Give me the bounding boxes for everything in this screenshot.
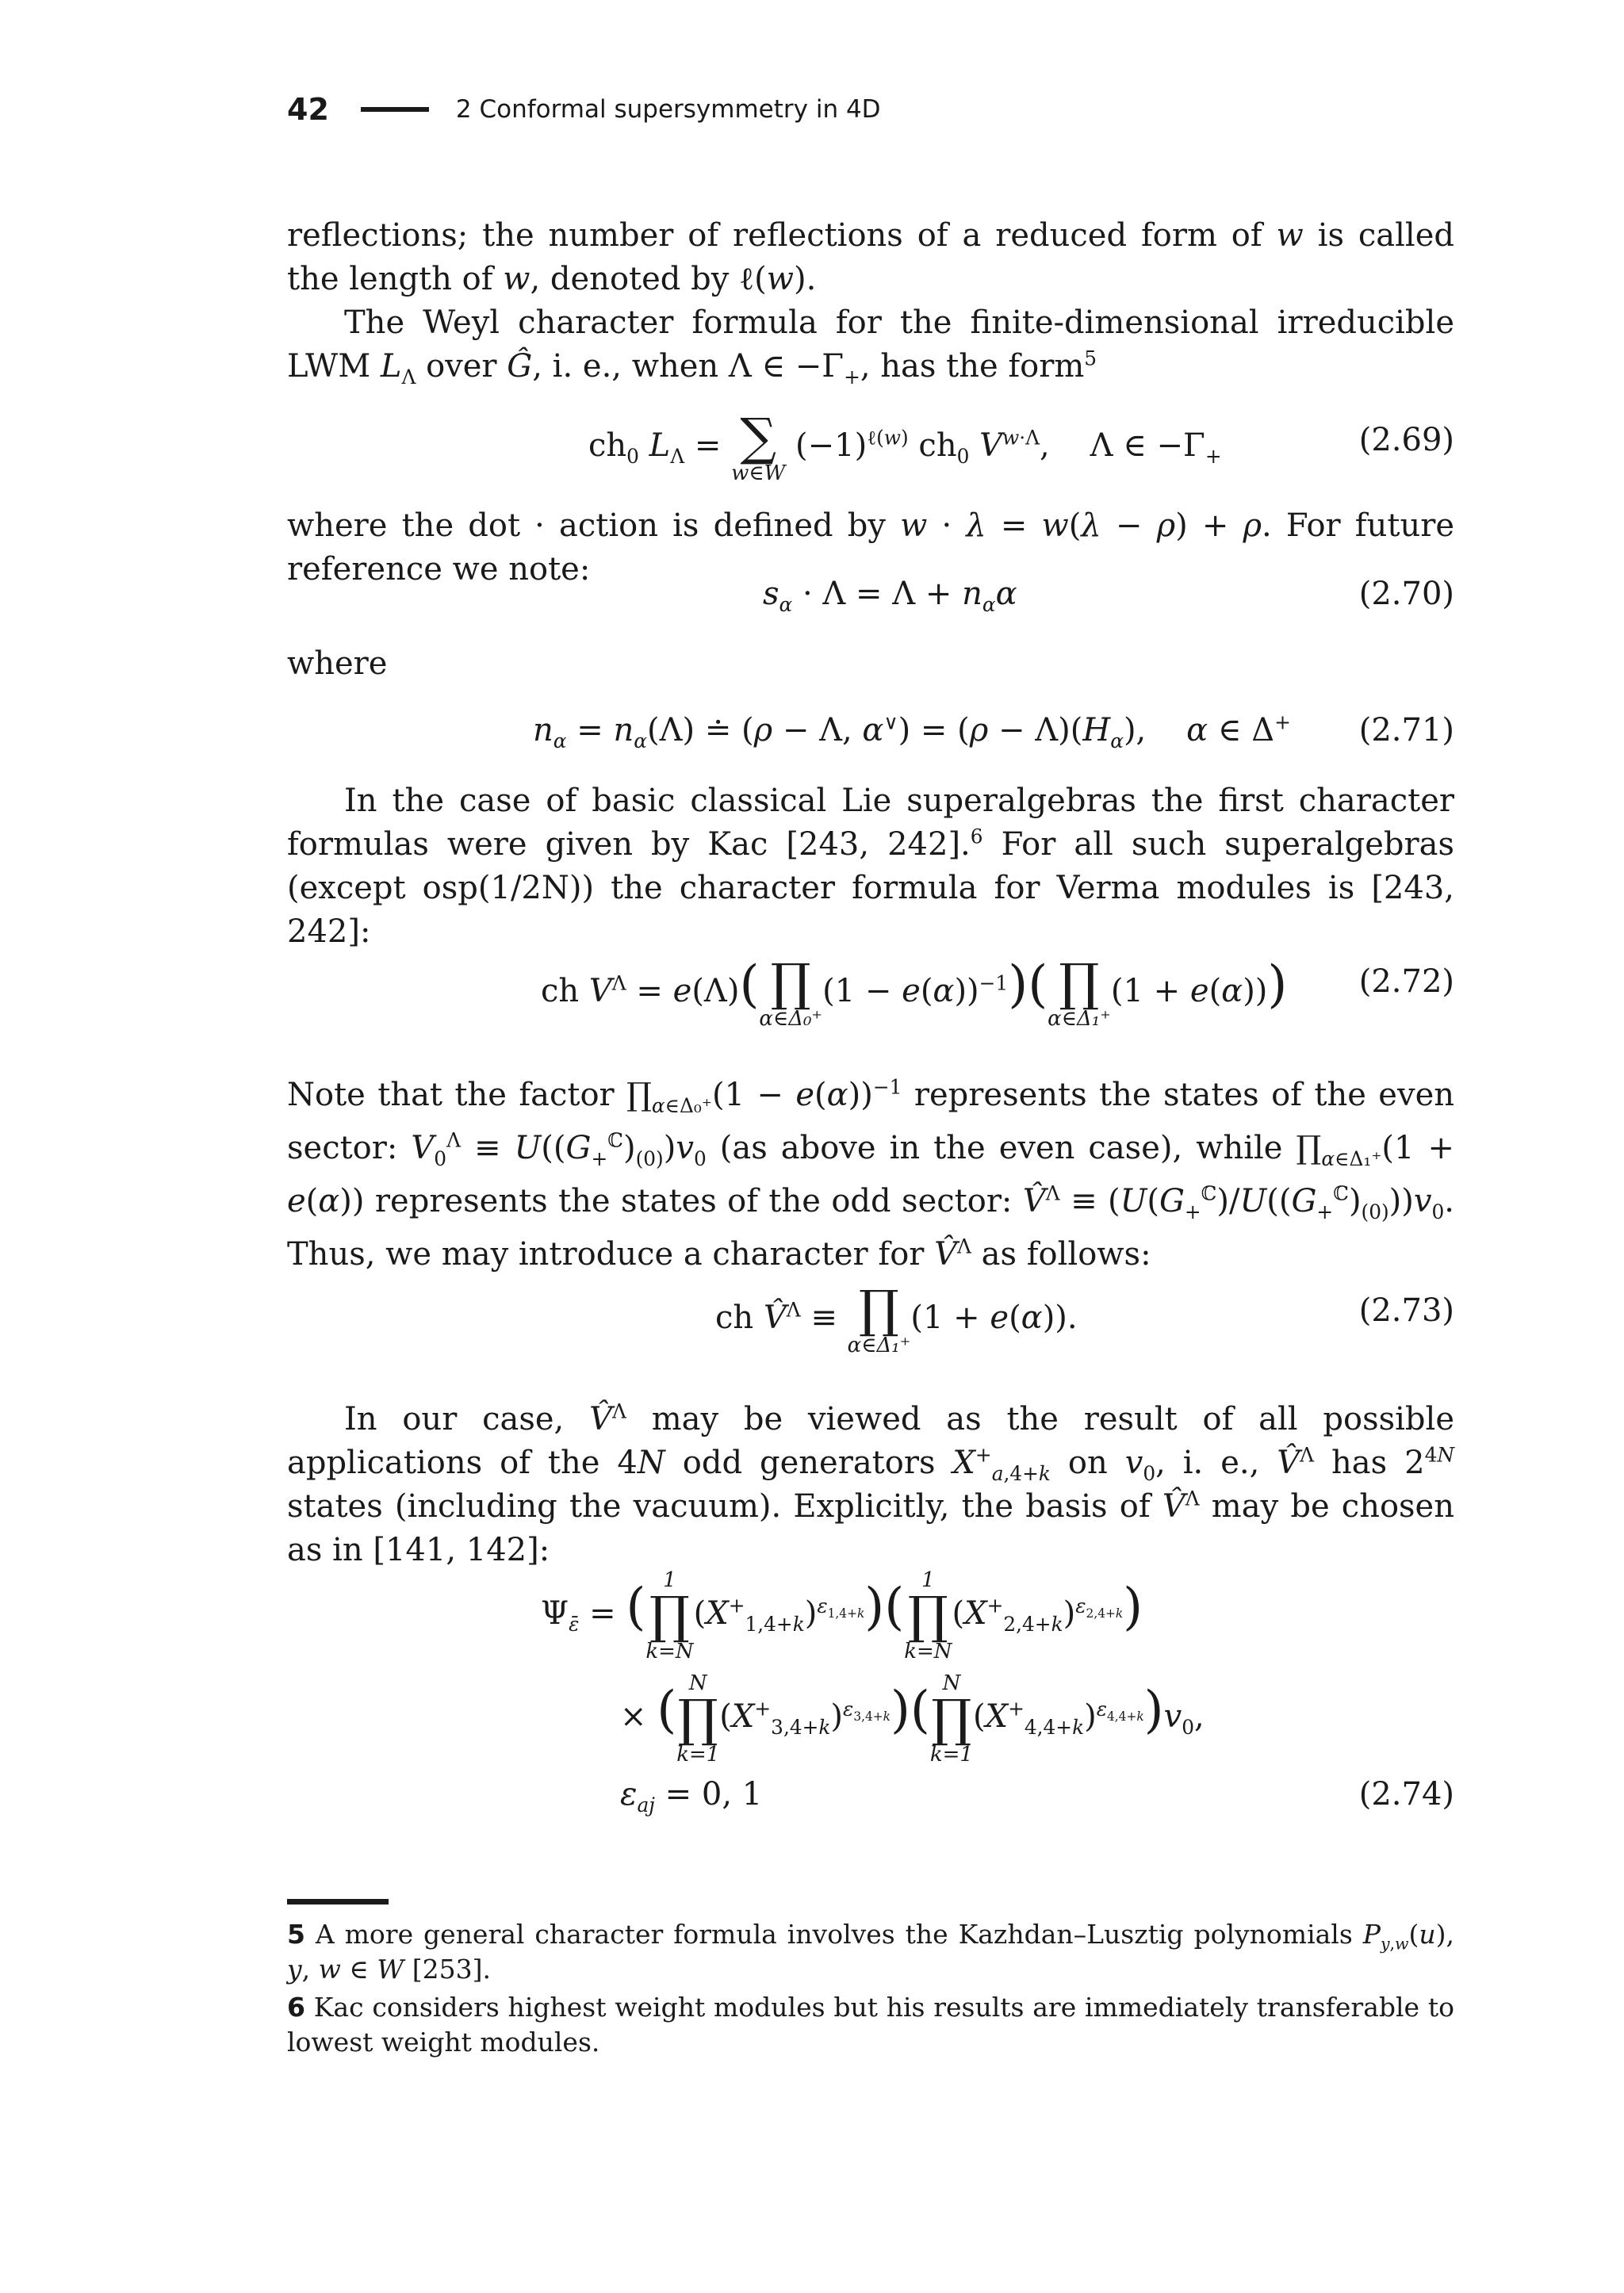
eq-number: (2.72) xyxy=(1358,963,1454,1000)
footnote-5-number: 5 xyxy=(287,1919,305,1950)
p5-f: as follows: xyxy=(981,1236,1151,1273)
footnote-5: 5 A more general character formula involves the Kazhdan–Lusztig polynomials $P_{y,w}(u)$, y, w ∈ W [253]. xyxy=(287,1919,1454,1985)
p5-a: Note that the factor xyxy=(287,1077,615,1113)
p3-a: where the dot · action is defined by xyxy=(287,507,886,544)
epsilon-symbol: ε xyxy=(620,1776,638,1813)
p1-c: denoted by xyxy=(550,261,730,297)
text-block-4 xyxy=(287,1069,1454,1281)
p6-a: In our case, xyxy=(344,1401,565,1437)
eq-number: (2.71) xyxy=(1358,712,1454,748)
p6-d: on xyxy=(1067,1445,1108,1481)
p1-b: is called the length of xyxy=(287,217,1455,297)
footnote-5-ref: [253]. xyxy=(412,1954,491,1985)
paragraph-6: In our case, V̂$^\Lambda$ may be viewed as the result of all possible applications of the 4N odd generators $X^+_{a,4+k}$ on $v_0$, i. e., V̂$^\Lambda$ has $2^{4N}$ states (including the vacuum). Explicitly, the basis of V̂$^\Lambda$ may be chosen as in [141, 142]: xyxy=(287,1399,1455,1568)
eq-number: (2.74) xyxy=(1358,1776,1454,1813)
p2-c: i. e., when Λ ∈ −Γ xyxy=(552,348,845,385)
footnote-6 xyxy=(287,1990,1454,2060)
text-block-3 xyxy=(287,779,1454,954)
footnote-5-text: A more general character formula involves the Kazhdan–Lusztig polynomials xyxy=(315,1919,1353,1950)
equation-2-69: $ch_0$ $L_\Lambda$ = ∑ w∈W $(-1)^{\ell(w)}$ $ch_0$ $V^{w\cdot\Lambda}$, Λ ∈ $-\Gamma_+$ (2.69) xyxy=(588,408,1454,485)
eq-number: (2.73) xyxy=(1358,1292,1454,1329)
p6-b: may be viewed as the result of all possible applications of the 4 xyxy=(287,1401,1454,1481)
p6-f: has 2 xyxy=(1331,1445,1425,1481)
where-text xyxy=(287,642,1454,686)
p5-c: (as above in the even case), while xyxy=(719,1130,1283,1166)
p3-b: For future reference we note: xyxy=(287,507,1454,588)
equation-2-72: ch $V^\Lambda = e(\Lambda)$( ∏ α∈Δ₀⁺ $(1 - e(\alpha))^{-1}$)( ∏ α∈Δ₁⁺ (1 + e(α))) (2.72) xyxy=(541,954,1454,1031)
p5-b: represents the states of the even sector: xyxy=(287,1077,1455,1166)
p6-e: , i. e., xyxy=(1155,1445,1260,1481)
p2-d: , has the form xyxy=(860,348,1085,385)
paragraph-4: In the case of basic classical Lie superalgebras the first character formulas were given by Kac [243, 242].$^6$ For all such superalgebras (except osp(1/2N)) the character formula for Verma modules is [243, 242]: xyxy=(287,783,1455,950)
paragraph-3: where the dot · action is defined by w · λ = w(λ − ρ) + ρ. For future reference we note: xyxy=(287,507,1454,588)
p2-b: over xyxy=(426,348,497,385)
page-number: 42 xyxy=(287,92,329,127)
eq-number: (2.70) xyxy=(1358,576,1454,612)
p4-b: For all such superalgebras (except osp(1/2N)) the character formula for Verma modules is [243, 242]: xyxy=(287,826,1455,950)
p5-e: Thus, we may introduce a character for xyxy=(287,1236,925,1273)
p6-c: odd generators xyxy=(682,1445,936,1481)
p6-g: states (including the vacuum). Explicitly, the basis of xyxy=(287,1488,1151,1525)
chapter-title: 2 Conformal supersymmetry in 4D xyxy=(455,95,881,124)
paragraph-2: The Weyl character formula for the finite-dimensional irreducible LWM $L_\Lambda$ over Ĝ, i. e., when Λ ∈ $-\Gamma_+$, has the form$^5$ xyxy=(287,304,1454,389)
equation-2-73: ch V̂$^\Lambda$ ≡ ∏ α∈Δ₁⁺ (1 + e(α)). (2.73) xyxy=(715,1280,1454,1357)
text-block-5 xyxy=(287,1398,1454,1572)
eq-number: (2.69) xyxy=(1358,422,1454,458)
paragraph-5: Note that the factor $\prod_{\alpha\in\Delta_0^+}(1 - e(\alpha))^{-1}$ represents the states of the even sector: $V_0^\Lambda \equiv U((G_+^ℂ)_{(0)})v_0$ (as above in the even case), while $\prod_{\alpha\in\Delta_1^+}(1 + e(\alpha))$ represents the states of the odd sector: V̂$^\Lambda$ ≡ $(U(G_+^ℂ)/U((G_+^ℂ)_{(0)}))v_0$. Thus, we may introduce a character for V̂$^\Lambda$ as follows: xyxy=(287,1075,1455,1273)
p4-a: In the case of basic classical Lie superalgebras the first character formulas were given by Kac [243, 242]. xyxy=(287,783,1454,863)
text-block-1 xyxy=(287,214,1454,389)
p2-a: The Weyl character formula for the finite-dimensional irreducible LWM xyxy=(287,304,1454,385)
p1-a: reflections; the number of reflections of a reduced form of xyxy=(287,217,1262,254)
where-label: where xyxy=(287,645,388,682)
p6-h: may be chosen as in [141, 142]: xyxy=(287,1488,1454,1568)
running-header xyxy=(287,89,881,130)
paragraph-1: reflections; the number of reflections of a reduced form of w is called the length of w, denoted by ℓ(w). xyxy=(287,217,1455,297)
epsilon-range: = 0, 1 xyxy=(665,1776,763,1813)
p5-d: represents the states of the odd sector: xyxy=(374,1183,1013,1219)
footnote-rule xyxy=(287,1899,389,1904)
header-rule xyxy=(361,107,429,112)
equation-2-71: $n_\alpha = n_\alpha(\Lambda)$ ≐ (ρ − Λ, $\alpha^\vee) = (\rho - \Lambda)(H_\alpha)$, α ∈ Δ+ (2.71) xyxy=(533,710,1454,752)
equation-2-74: $\Psi_{\varepsilon̄}$ = ( 1 ∏ k=N $(X^+_{1,4+k})^{\varepsilon_{1,4+k}}$)( 1 ∏ k=N $(X^+_{2,4+k})^{\varepsilon_{2,4+k}}$) × ( N ∏ k=1 $(X^+_{3,4+k})^{\varepsilon_{3,4+k}}$)( N ∏ k=1 $(X^+_{4,4+k})^{\varepsilon_{4,4+k}})v_0$, $\varepsilon_{aj} = 0$, 1 (2.74) xyxy=(541,1568,1454,1816)
equation-2-70: $s_\alpha \cdot \Lambda = \Lambda + n_\alpha\alpha$ (2.70) xyxy=(763,576,1454,616)
footnote-6-number: 6 xyxy=(287,1992,305,2023)
footnote-6-text: Kac considers highest weight modules but his results are immediately transferable to lowest weight modules. xyxy=(287,1992,1454,2058)
